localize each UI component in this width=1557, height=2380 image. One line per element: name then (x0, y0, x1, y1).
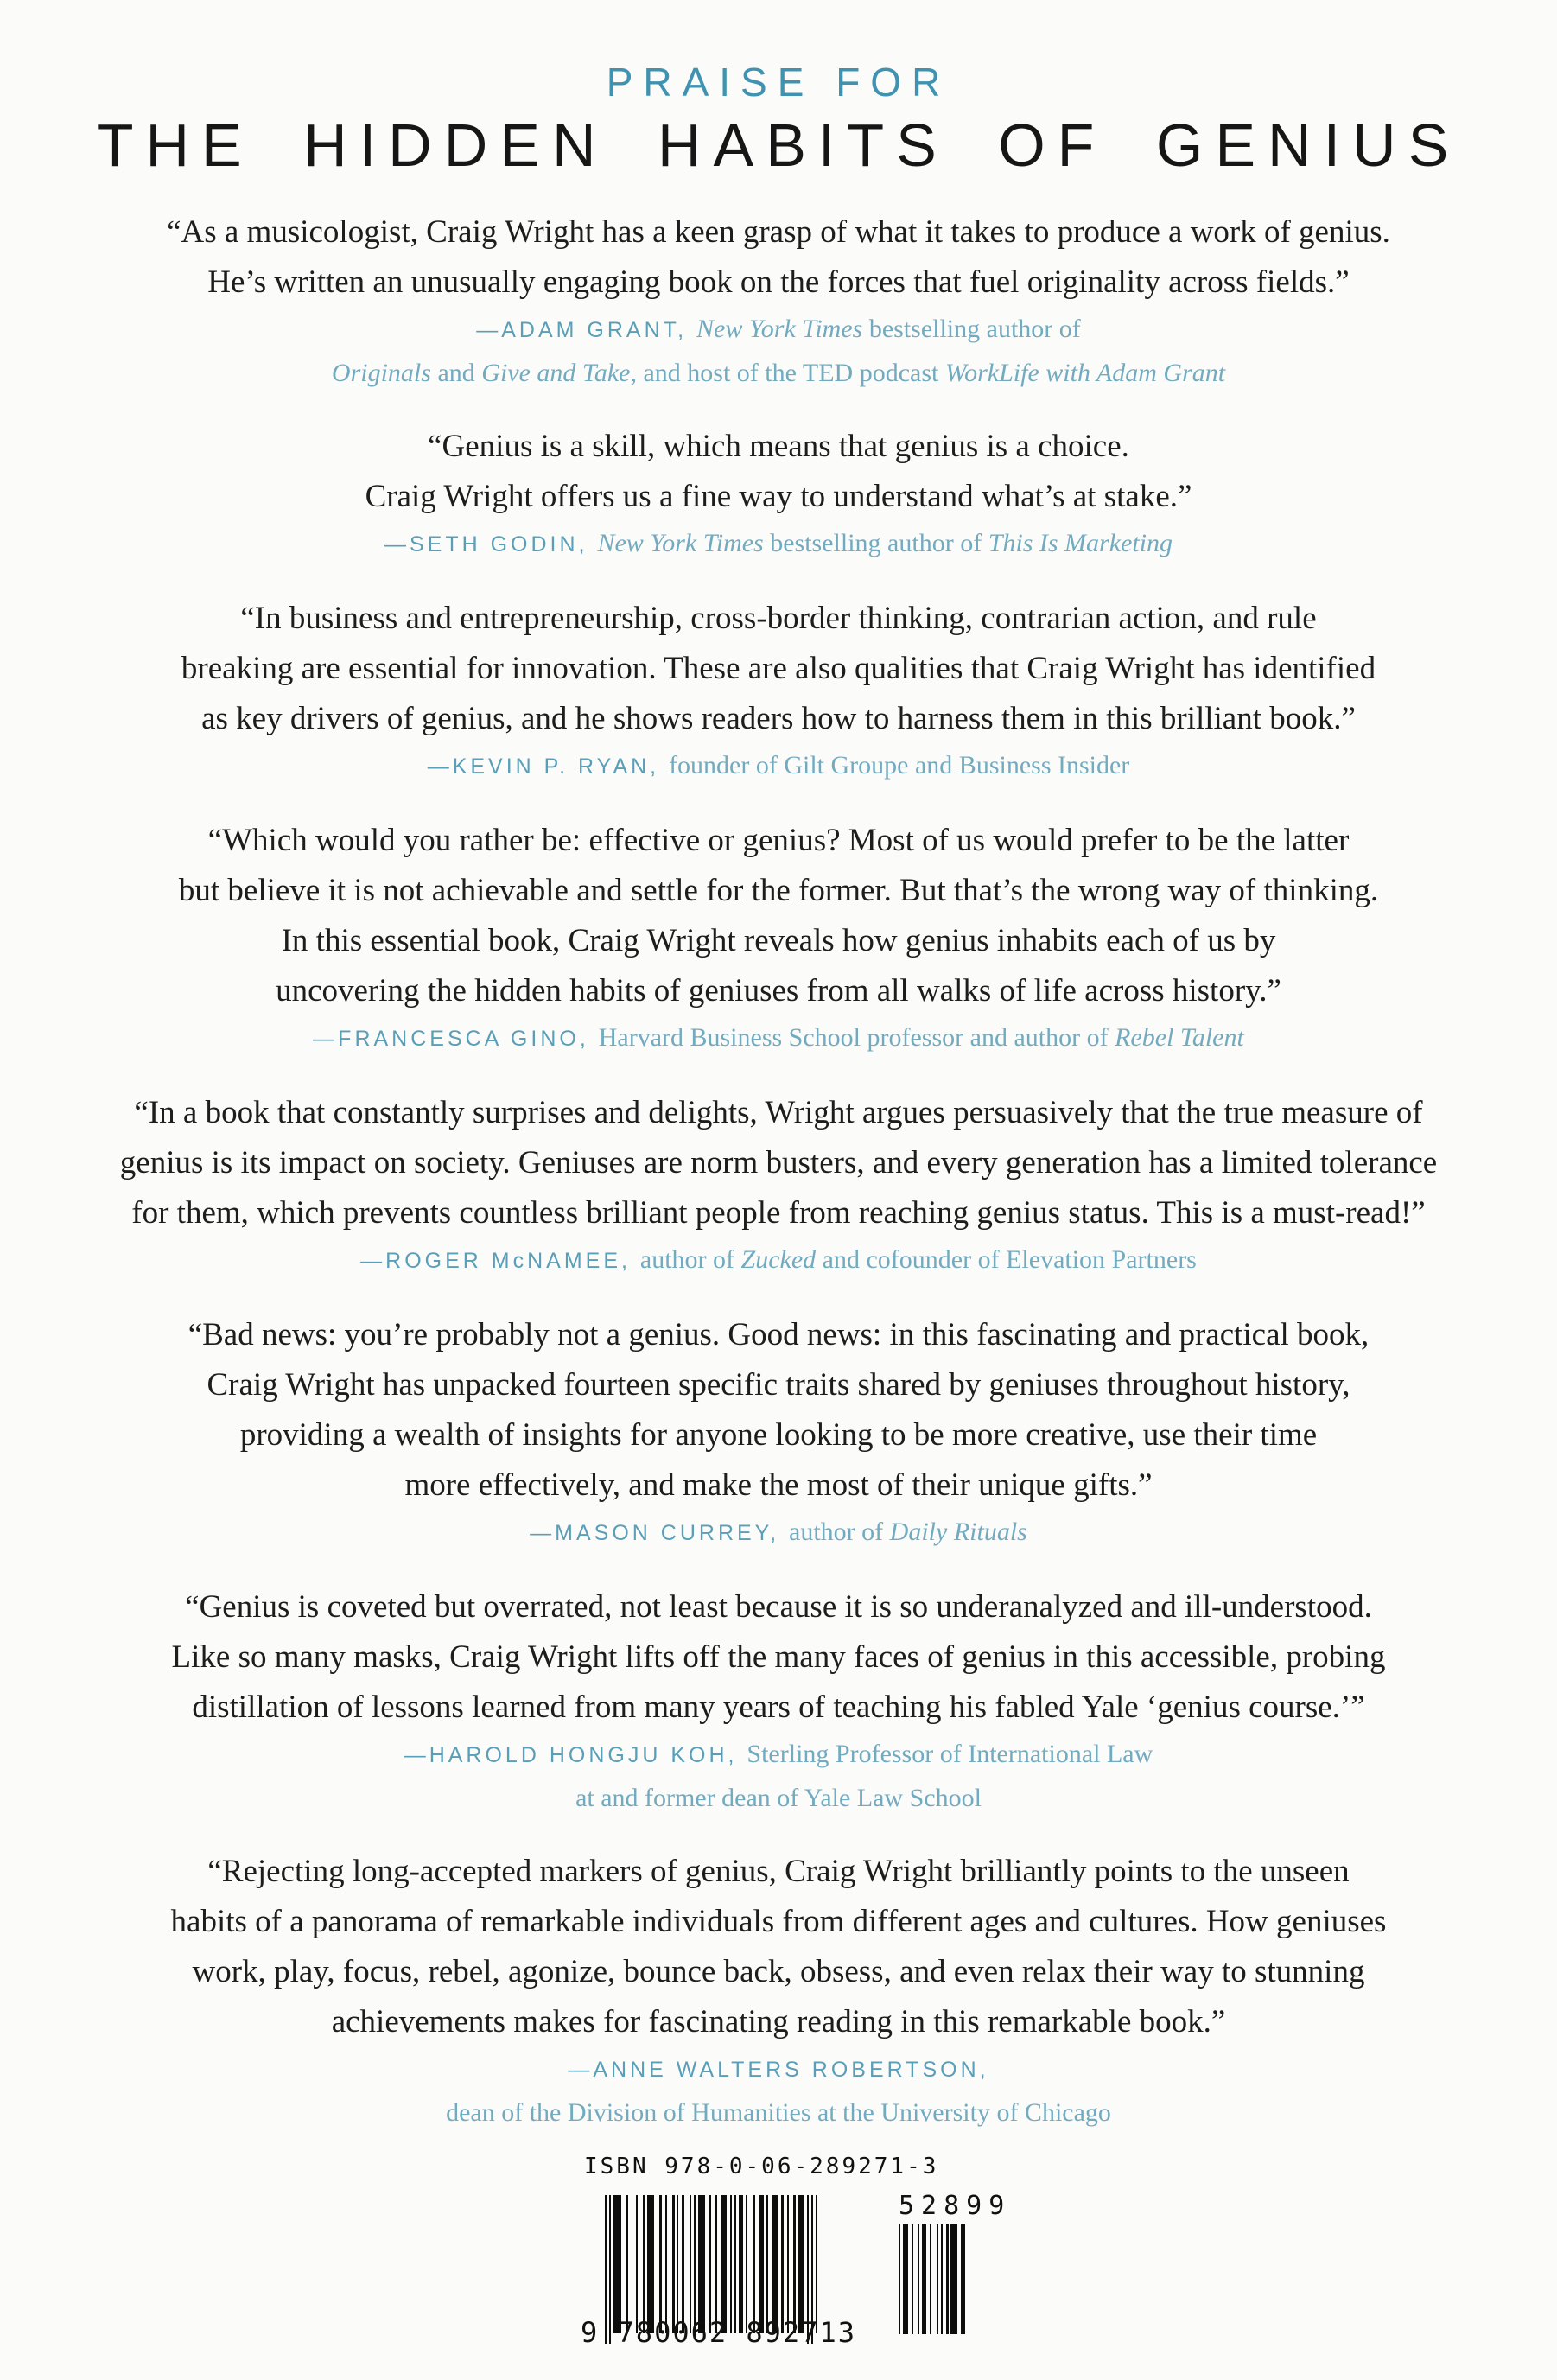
barcode-bar (912, 2224, 913, 2334)
quote-line: genius is its impact on society. Geniuses are norm busters, and every generation has a limited tolerance (119, 1145, 1438, 1180)
barcode-bar (746, 2195, 747, 2333)
quote-block (0, 207, 1557, 394)
quote-line: “Which would you rather be: effective or genius? Most of us would prefer to be the latter (207, 823, 1350, 858)
quote-line: Craig Wright offers us a fine way to understand what’s at stake.” (365, 479, 1192, 514)
barcode-bar (715, 2195, 717, 2333)
barcode-bar (659, 2195, 662, 2333)
quote-block (0, 594, 1557, 788)
barcode-bar (798, 2195, 804, 2333)
quote-line: “In business and entrepreneurship, cross-border thinking, contrarian action, and rule (240, 601, 1317, 636)
attribution-title-italic: Originals (331, 359, 431, 387)
attribution-title-italic: WorkLife with Adam Grant (944, 359, 1226, 387)
attribution-line (0, 2091, 1557, 2134)
barcode-bar (937, 2224, 938, 2334)
attribution-title-italic: New York Times (597, 529, 764, 557)
attribution-name: —SETH GODIN, (384, 532, 598, 557)
quote-line: work, play, focus, rebel, agonize, bounce back, obsess, and even relax their way to stunning (192, 1954, 1365, 1989)
attribution-title-italic: New York Times (696, 315, 863, 343)
barcode-bar (698, 2195, 705, 2333)
isbn-label: ISBN 978-0-06-289271-3 (584, 2154, 939, 2180)
praise-for-heading: PRAISE FOR (606, 60, 951, 105)
quote-line: “Genius is coveted but overrated, not least because it is so underanalyzed and ill-understood. (185, 1589, 1372, 1625)
attribution-name: —ADAM GRANT, (476, 318, 697, 342)
quote-line: habits of a panorama of remarkable individuals from different ages and cultures. How geniuses (170, 1904, 1387, 1939)
barcode-bar (721, 2195, 727, 2333)
barcode-bar (930, 2224, 931, 2334)
quote-line: Craig Wright has unpacked fourteen specific traits shared by geniuses throughout history, (207, 1367, 1350, 1403)
barcode-bar (816, 2195, 817, 2333)
quote-line: more effectively, and make the most of their unique gifts.” (404, 1467, 1153, 1503)
attribution-line (0, 1238, 1557, 1282)
attribution-title-italic: This Is Marketing (988, 529, 1173, 557)
barcode-bar (961, 2224, 965, 2334)
barcode-bar (772, 2195, 778, 2333)
quote-line: achievements makes for fascinating reading in this remarkable book.” (331, 2004, 1226, 2040)
attribution-title-italic: Daily Rituals (889, 1518, 1027, 1546)
attribution-text: and cofounder of Elevation Partners (816, 1245, 1197, 1274)
barcode-bar (787, 2195, 789, 2333)
barcode-bar (613, 2195, 621, 2333)
attribution-text: dean of the Division of Humanities at the University of Chicago (446, 2098, 1111, 2127)
attribution-name: —ROGER McNAMEE, (360, 1249, 640, 1273)
barcode-bar (677, 2195, 678, 2333)
attribution-line (0, 1777, 1557, 1819)
attribution-name: —ANNE WALTERS ROBERTSON, (568, 2058, 989, 2082)
quote-line: Like so many masks, Craig Wright lifts off the many faces of genius in this accessible, probing (171, 1639, 1386, 1675)
attribution-name: —FRANCESCA GINO, (313, 1027, 599, 1051)
barcode-bar (903, 2224, 908, 2334)
quote-line: but believe it is not achievable and settle for the former. But that’s the wrong way of thinking. (178, 873, 1379, 908)
quote-line: for them, which prevents countless brilliant people from reaching genius status. This is a must-read!” (131, 1195, 1426, 1231)
barcode-bar (918, 2224, 919, 2334)
barcode-bar (636, 2195, 638, 2333)
attribution-text: author of (639, 1245, 741, 1274)
quote-block (0, 1310, 1557, 1555)
barcode-bar (690, 2195, 691, 2333)
quote-line: He’s written an unusually engaging book on the forces that fuel originality across fields.” (207, 264, 1350, 300)
attribution-line (0, 1016, 1557, 1060)
barcode-bar (753, 2195, 755, 2333)
attribution-text: author of (789, 1518, 890, 1546)
barcode-bar (781, 2195, 784, 2333)
barcode-bar (899, 2224, 900, 2334)
ean-barcode (605, 2195, 864, 2333)
attribution-text: , and host of the TED podcast (630, 359, 945, 387)
attribution-line (0, 2047, 1557, 2091)
quote-block (0, 1088, 1557, 1282)
attribution-text: founder of Gilt Groupe and Business Insider (669, 751, 1130, 780)
attribution-text: Sterling Professor of International Law (747, 1740, 1153, 1768)
attribution-text: Harvard Business School professor and author of (598, 1023, 1115, 1052)
quote-line: providing a wealth of insights for anyone looking to be more creative, use their time (239, 1417, 1318, 1453)
attribution-line (0, 352, 1557, 394)
barcode-bar (759, 2195, 764, 2333)
quote-line: “Bad news: you’re probably not a genius. Good news: in this fascinating and practical book, (187, 1317, 1370, 1352)
attribution-title-italic: Rebel Talent (1115, 1023, 1244, 1052)
barcode-bar (922, 2224, 926, 2334)
quote-block (0, 422, 1557, 566)
attribution-line (0, 308, 1557, 352)
quote-line: “As a musicologist, Craig Wright has a keen grasp of what it takes to produce a work of genius. (167, 214, 1390, 250)
barcode-bar (941, 2224, 943, 2334)
quote-line: In this essential book, Craig Wright reveals how genius inhabits each of us by (281, 923, 1276, 958)
attribution-line (0, 744, 1557, 788)
quote-line: “Rejecting long-accepted markers of genius, Craig Wright brilliantly points to the unseen (207, 1854, 1350, 1889)
barcode-bar (946, 2224, 949, 2334)
quote-line: distillation of lessons learned from many years of teaching his fabled Yale ‘genius course.’” (192, 1690, 1365, 1725)
quote-line: uncovering the hidden habits of geniuses from all walks of life across history.” (276, 973, 1281, 1009)
barcode-bar (739, 2195, 743, 2333)
barcode-bar (793, 2195, 796, 2333)
barcode-bar (766, 2195, 768, 2333)
quote-line: “In a book that constantly surprises and delights, Wright argues persuasively that the true measure of (134, 1095, 1423, 1130)
quote-block (0, 1582, 1557, 1819)
attribution-text: bestselling author of (862, 315, 1081, 343)
attribution-title-italic: Give and Take (481, 359, 631, 387)
attribution-name: —MASON CURREY, (530, 1521, 790, 1545)
attribution-title-italic: Zucked (740, 1245, 817, 1274)
attribution-line (0, 1511, 1557, 1555)
barcode-bar (665, 2195, 667, 2333)
barcode-bar (950, 2224, 957, 2334)
ean-digits: 9 780062 892713 (581, 2316, 856, 2349)
barcode-bar (730, 2195, 732, 2333)
barcode-bar (734, 2195, 736, 2333)
barcode-bar (647, 2195, 654, 2333)
quote-block (0, 816, 1557, 1060)
attribution-line (0, 1733, 1557, 1777)
price-barcode (899, 2224, 964, 2334)
barcode-bar (682, 2195, 684, 2333)
attribution-line (0, 522, 1557, 566)
barcode-bar (694, 2195, 696, 2333)
praise-quotes (0, 207, 1557, 2161)
barcode-bar (643, 2195, 645, 2333)
attribution-text: bestselling author of (763, 529, 988, 557)
quote-line: breaking are essential for innovation. These are also qualities that Craig Wright has identified (181, 651, 1376, 686)
barcode-bar (709, 2195, 711, 2333)
attribution-name: —KEVIN P. RYAN, (427, 754, 670, 779)
barcode-bar (672, 2195, 675, 2333)
attribution-text: at and former dean of Yale Law School (575, 1784, 982, 1812)
quote-line: “Genius is a skill, which means that genius is a choice. (428, 429, 1129, 464)
quote-line: as key drivers of genius, and he shows readers how to harness them in this brilliant book.” (201, 701, 1356, 736)
barcode-bar (626, 2195, 628, 2333)
attribution-name: —HAROLD HONGJU KOH, (404, 1743, 747, 1767)
price-code: 52899 (899, 2191, 1012, 2221)
book-title: THE HIDDEN HABITS OF GENIUS (96, 111, 1461, 179)
quote-block (0, 1847, 1557, 2134)
attribution-text: and (430, 359, 482, 387)
